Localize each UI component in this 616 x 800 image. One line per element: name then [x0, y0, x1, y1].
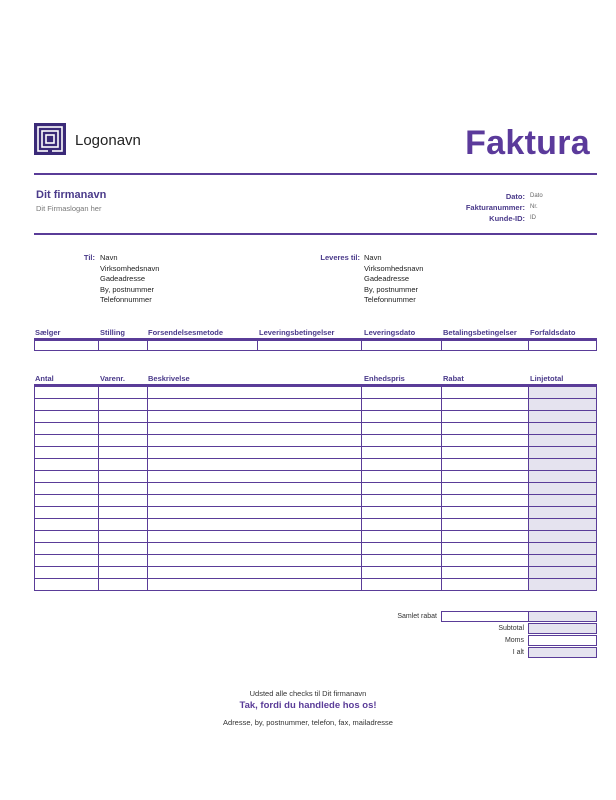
item-cell[interactable]: [35, 483, 99, 495]
th-quantity: Antal: [35, 374, 54, 383]
item-cell[interactable]: [99, 459, 147, 471]
table-row: [35, 387, 597, 399]
total-discount-cell[interactable]: [441, 611, 529, 622]
logo-icon: [34, 123, 66, 155]
item-cell[interactable]: [147, 567, 362, 579]
table-row: [35, 483, 597, 495]
item-cell[interactable]: [99, 531, 147, 543]
item-cell[interactable]: [35, 387, 99, 399]
company-slogan: Dit Firmaslogan her: [36, 204, 102, 213]
item-cell[interactable]: [441, 579, 528, 591]
item-cell[interactable]: [99, 471, 147, 483]
invoice-number-label: Fakturanummer:: [465, 203, 525, 212]
table-row: [35, 459, 597, 471]
item-cell[interactable]: [362, 471, 441, 483]
th-unit-price: Enhedspris: [364, 374, 405, 383]
table-row: [35, 507, 597, 519]
item-cell[interactable]: [441, 387, 528, 399]
item-cell[interactable]: [35, 411, 99, 423]
item-cell[interactable]: [528, 579, 596, 591]
item-cell[interactable]: [528, 471, 596, 483]
item-cell[interactable]: [528, 555, 596, 567]
item-cell[interactable]: [528, 543, 596, 555]
item-cell[interactable]: [99, 447, 147, 459]
item-cell[interactable]: [362, 519, 441, 531]
shipping-cell[interactable]: [99, 341, 147, 351]
table-row: [35, 579, 597, 591]
items-table-header: [0, 374, 616, 384]
subtotal-cell[interactable]: [528, 623, 597, 634]
to-line: Gadeadresse: [100, 274, 146, 283]
item-cell[interactable]: [528, 483, 596, 495]
to-line: Virksomhedsnavn: [100, 263, 160, 273]
items-table: [34, 386, 597, 591]
item-cell[interactable]: [99, 387, 147, 399]
item-cell[interactable]: [99, 495, 147, 507]
item-cell[interactable]: [99, 435, 147, 447]
ship-to-line: Gadeadresse: [364, 274, 410, 283]
item-cell[interactable]: [35, 447, 99, 459]
total-cell[interactable]: [528, 647, 597, 658]
item-cell[interactable]: [99, 399, 147, 411]
checks-line: Udsted alle checks til Dit firmanavn: [249, 689, 367, 698]
item-cell[interactable]: [35, 567, 99, 579]
to-line: Telefonnummer: [100, 295, 152, 304]
item-cell[interactable]: [362, 387, 441, 399]
item-cell[interactable]: [147, 411, 362, 423]
divider: [34, 173, 597, 175]
th-due-date: Forfaldsdato: [530, 328, 576, 337]
footer-address: Adresse, by, postnummer, telefon, fax, mailadresse: [223, 718, 393, 727]
item-cell[interactable]: [441, 567, 528, 579]
item-cell[interactable]: [35, 507, 99, 519]
invoice-number-value: Nr.: [530, 204, 538, 210]
ship-to-line: Telefonnummer: [364, 295, 416, 304]
thanks-line: Tak, fordi du handlede hos os!: [239, 700, 377, 711]
item-cell[interactable]: [441, 423, 528, 435]
item-cell[interactable]: [99, 411, 147, 423]
shipping-cell[interactable]: [147, 341, 257, 351]
item-cell[interactable]: [528, 567, 596, 579]
item-cell[interactable]: [35, 531, 99, 543]
item-cell[interactable]: [441, 507, 528, 519]
th-delivery-date: Leveringsdato: [364, 328, 416, 337]
date-label: Dato:: [505, 192, 525, 201]
item-cell[interactable]: [147, 555, 362, 567]
item-cell[interactable]: [99, 555, 147, 567]
item-cell[interactable]: [362, 447, 441, 459]
item-cell[interactable]: [362, 555, 441, 567]
shipping-cell[interactable]: [528, 341, 596, 351]
table-row: [35, 471, 597, 483]
item-cell[interactable]: [441, 495, 528, 507]
to-line: By, postnummer: [100, 284, 155, 294]
item-cell[interactable]: [528, 507, 596, 519]
item-cell[interactable]: [35, 579, 99, 591]
th-description: Beskrivelse: [148, 374, 190, 383]
item-cell[interactable]: [147, 519, 362, 531]
item-cell[interactable]: [35, 555, 99, 567]
item-cell[interactable]: [147, 483, 362, 495]
item-cell[interactable]: [147, 399, 362, 411]
shipping-cell[interactable]: [362, 341, 441, 351]
item-cell[interactable]: [147, 471, 362, 483]
shipping-cell[interactable]: [257, 341, 362, 351]
item-cell[interactable]: [528, 531, 596, 543]
item-cell[interactable]: [35, 435, 99, 447]
table-row: [35, 543, 597, 555]
ship-to-line: Virksomhedsnavn: [364, 263, 424, 273]
total-discount-total-cell[interactable]: [528, 611, 597, 622]
item-cell[interactable]: [35, 459, 99, 471]
item-cell[interactable]: [362, 579, 441, 591]
item-cell[interactable]: [441, 447, 528, 459]
item-cell[interactable]: [99, 507, 147, 519]
ship-to-address: [364, 253, 423, 306]
th-line-total: Linjetotal: [530, 374, 564, 383]
th-item-number: Varenr.: [100, 374, 126, 383]
item-cell[interactable]: [528, 435, 596, 447]
item-cell[interactable]: [147, 447, 362, 459]
item-cell[interactable]: [362, 411, 441, 423]
ship-to-label: Leveres til:: [320, 253, 360, 262]
item-cell[interactable]: [441, 531, 528, 543]
item-cell[interactable]: [35, 543, 99, 555]
item-cell[interactable]: [362, 435, 441, 447]
th-shipping-method: Forsendelsesmetode: [148, 328, 224, 337]
item-cell[interactable]: [528, 447, 596, 459]
shipping-table-header: [0, 328, 616, 338]
th-delivery-terms: Leveringsbetingelser: [259, 328, 335, 337]
company-name: Dit firmanavn: [36, 189, 107, 201]
item-cell[interactable]: [147, 387, 362, 399]
th-position: Stilling: [100, 328, 125, 337]
tax-label: Moms: [504, 637, 524, 644]
item-cell[interactable]: [99, 567, 147, 579]
item-cell[interactable]: [35, 495, 99, 507]
item-cell[interactable]: [35, 399, 99, 411]
item-cell[interactable]: [441, 483, 528, 495]
item-cell[interactable]: [362, 495, 441, 507]
date-value: Dato: [530, 193, 543, 199]
item-cell[interactable]: [528, 387, 596, 399]
item-cell[interactable]: [528, 411, 596, 423]
item-cell[interactable]: [528, 519, 596, 531]
subtotal-label: Subtotal: [498, 625, 524, 632]
to-label: Til:: [83, 253, 95, 262]
item-cell[interactable]: [99, 543, 147, 555]
item-cell[interactable]: [362, 531, 441, 543]
item-cell[interactable]: [147, 507, 362, 519]
item-cell[interactable]: [441, 459, 528, 471]
item-cell[interactable]: [362, 507, 441, 519]
th-discount: Rabat: [443, 374, 464, 383]
ship-to-line: Navn: [364, 253, 382, 262]
item-cell[interactable]: [99, 483, 147, 495]
item-cell[interactable]: [441, 555, 528, 567]
total-discount-label: Samlet rabat: [397, 613, 437, 620]
table-row: [35, 531, 597, 543]
item-cell[interactable]: [362, 423, 441, 435]
item-cell[interactable]: [441, 519, 528, 531]
table-row: [35, 435, 597, 447]
item-cell[interactable]: [35, 423, 99, 435]
table-row: [35, 411, 597, 423]
ship-to-line: By, postnummer: [364, 284, 419, 294]
shipping-cell[interactable]: [441, 341, 528, 351]
item-cell[interactable]: [35, 471, 99, 483]
item-cell[interactable]: [441, 543, 528, 555]
table-row: [35, 495, 597, 507]
item-cell[interactable]: [528, 459, 596, 471]
item-cell[interactable]: [147, 579, 362, 591]
item-cell[interactable]: [99, 519, 147, 531]
page-title: Faktura: [465, 124, 590, 162]
item-cell[interactable]: [147, 435, 362, 447]
item-cell[interactable]: [362, 483, 441, 495]
th-seller: Sælger: [35, 328, 61, 337]
item-cell[interactable]: [441, 411, 528, 423]
item-cell[interactable]: [441, 435, 528, 447]
total-label: I alt: [512, 649, 524, 656]
table-row: [35, 519, 597, 531]
tax-cell[interactable]: [528, 635, 597, 646]
logo-name: Logonavn: [75, 132, 141, 149]
item-cell[interactable]: [35, 519, 99, 531]
item-cell[interactable]: [147, 495, 362, 507]
shipping-table: [34, 340, 597, 351]
customer-id-value: ID: [530, 215, 536, 221]
item-cell[interactable]: [99, 579, 147, 591]
item-cell[interactable]: [362, 399, 441, 411]
item-cell[interactable]: [528, 495, 596, 507]
item-cell[interactable]: [147, 423, 362, 435]
item-cell[interactable]: [362, 543, 441, 555]
table-row: [35, 423, 597, 435]
item-cell[interactable]: [528, 423, 596, 435]
item-cell[interactable]: [147, 531, 362, 543]
to-line: Navn: [100, 253, 118, 262]
customer-id-label: Kunde-ID:: [489, 214, 525, 223]
table-row: [35, 447, 597, 459]
item-cell[interactable]: [362, 567, 441, 579]
item-cell[interactable]: [528, 399, 596, 411]
item-cell[interactable]: [147, 543, 362, 555]
table-row: [35, 399, 597, 411]
table-row: [35, 567, 597, 579]
item-cell[interactable]: [441, 471, 528, 483]
item-cell[interactable]: [441, 399, 528, 411]
divider: [34, 233, 597, 235]
table-row: [35, 555, 597, 567]
item-cell[interactable]: [147, 459, 362, 471]
item-cell[interactable]: [362, 459, 441, 471]
to-address: [100, 253, 159, 306]
shipping-cell[interactable]: [35, 341, 99, 351]
item-cell[interactable]: [99, 423, 147, 435]
th-payment-terms: Betalingsbetingelser: [443, 328, 517, 337]
